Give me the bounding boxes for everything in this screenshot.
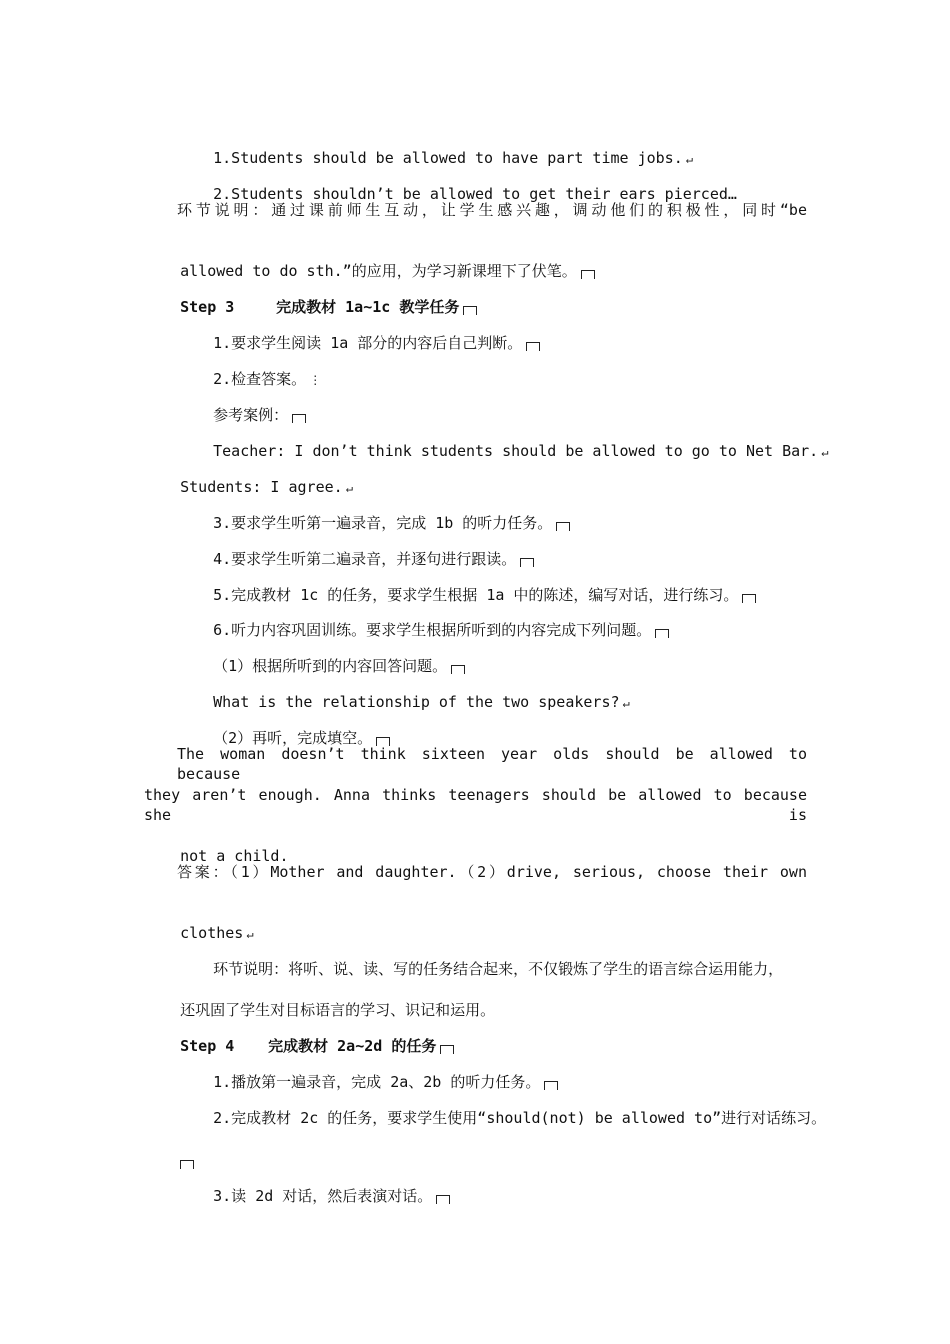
list-item: 6.听力内容巩固训练。要求学生根据所听到的内容完成下列问题。: [177, 600, 669, 660]
line-break-mark: ↵: [685, 151, 693, 166]
paragraph-text: The woman doesn’t think sixteen year olds should be allowed to because: [177, 745, 807, 783]
paragraph-text: 环节说明：通过课前师生互动，让学生感兴趣，调动他们的积极性，同时“be: [177, 201, 807, 219]
paragraph-text: Students: I agree. ↵: [180, 478, 353, 496]
list-item: （1）根据所听到的内容回答问题。: [177, 636, 465, 696]
line-break-mark: ↵: [345, 480, 353, 495]
paragraph-text: Teacher: I don’t think students should be allowed to go to Net Bar. ↵: [213, 442, 829, 460]
paragraph-text: allowed to do sth.”的应用，为学习新课埋下了伏笔。: [144, 241, 595, 301]
list-item: 1.要求学生阅读 1a 部分的内容后自己判断。: [177, 313, 540, 373]
list-item: 3.读 2d 对话，然后表演对话。: [177, 1166, 450, 1226]
answer-text: clothes ↵: [180, 924, 254, 942]
section-heading: Step 4 完成教材 2a~2d 的任务: [144, 1016, 454, 1076]
line-break-mark: ↵: [622, 695, 630, 710]
list-item: （2）再听，完成填空。: [177, 708, 390, 768]
paragraph-mark-icon: [526, 342, 540, 351]
paragraph-text: 参考案例：: [177, 385, 306, 445]
paragraph-text: not a child.: [180, 847, 289, 865]
paragraph-mark-icon: [655, 629, 669, 638]
list-item: 3.要求学生听第一遍录音，完成 1b 的听力任务。: [177, 493, 570, 553]
line-break-mark: ↵: [246, 926, 254, 941]
list-item: 4.要求学生听第二遍录音，并逐句进行跟读。: [177, 529, 534, 589]
list-item: 2.检查答案。 ⋮: [213, 370, 322, 388]
paragraph-mark-icon: [436, 1195, 450, 1204]
list-item: 2.Students shouldn’t be allowed to get their ears pierced…: [213, 185, 737, 203]
paragraph-text: What is the relationship of the two speakers? ↵: [213, 693, 630, 711]
paragraph-text: 环节说明：将听、说、读、写的任务结合起来，不仅锻炼了学生的语言综合运用能力，: [213, 960, 784, 978]
section-heading: Step 3 完成教材 1a~1c 教学任务: [144, 277, 477, 337]
list-item: 1.Students should be allowed to have part time jobs. ↵: [213, 149, 693, 167]
paragraph-mark-icon: [581, 270, 595, 279]
answer-text: 答案：（1）Mother and daughter.（2）drive, serious, choose their own: [177, 863, 807, 881]
paragraph-text: they aren’t enough. Anna thinks teenagers should be allowed to because she is: [144, 786, 807, 824]
paragraph-mark-icon: [556, 522, 570, 531]
paragraph-mark-icon: [742, 594, 756, 603]
list-item: 5.完成教材 1c 的任务，要求学生根据 1a 中的陈述，编写对话，进行练习。: [177, 565, 756, 625]
line-break-mark: ↵: [821, 444, 829, 459]
list-item: 2.完成教材 2c 的任务，要求学生使用“should(not) be allowed to”进行对话练习。: [213, 1109, 827, 1127]
paragraph-text: 还巩固了学生对目标语言的学习、识记和运用。: [180, 1001, 496, 1019]
list-item: 1.播放第一遍录音，完成 2a、2b 的听力任务。: [177, 1052, 558, 1112]
line-break-mark: ⋮: [309, 372, 322, 387]
